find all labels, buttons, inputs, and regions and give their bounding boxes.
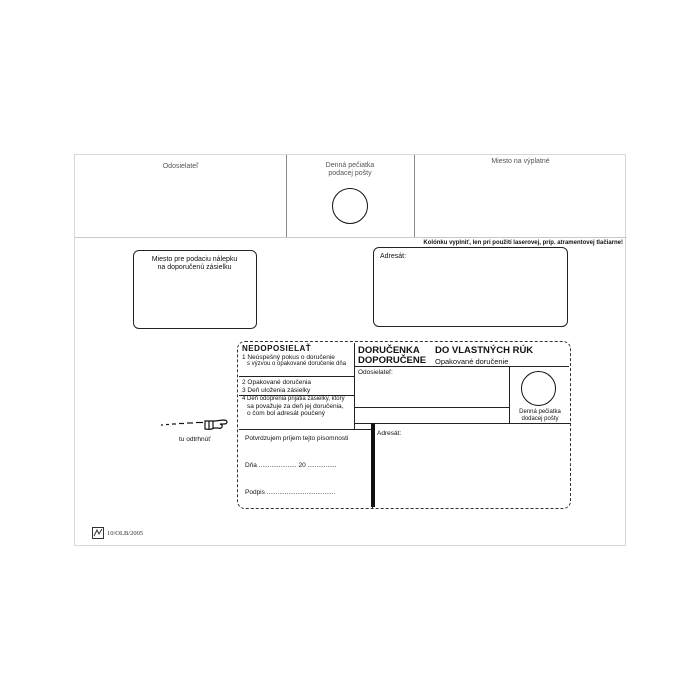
address-label: Adresát: xyxy=(380,253,407,260)
footer-code: 10/OLB/2005 xyxy=(107,530,144,537)
postage-label: Miesto na výplatné xyxy=(491,158,550,165)
envelope-form xyxy=(74,154,626,546)
publisher-logo-icon xyxy=(92,527,104,539)
printer-note: Kolónku vyplniť, len pri použití laserovej, príp. atramentovej tlačiarne! xyxy=(423,240,623,246)
subtitle-opakovane: Opakované doručenie xyxy=(435,357,509,366)
confirmation-panel xyxy=(239,429,373,509)
tear-here-label: tu odtrhnúť xyxy=(179,436,211,443)
nedoposielat-heading: NEDOPOSIELAŤ xyxy=(242,344,312,353)
stamp-label-line2: podacej pošty xyxy=(328,170,372,177)
top-divider xyxy=(75,237,627,238)
signature-field: Podpis ...................................... xyxy=(245,489,336,496)
title-dorucenka: DORUČENKA xyxy=(358,345,420,356)
item-1b: s výzvou o opakované doručenie dňa xyxy=(247,361,347,367)
stamp-circle xyxy=(332,188,368,224)
thick-divider xyxy=(371,423,375,507)
sticker-box xyxy=(133,250,257,329)
pointing-hand-icon xyxy=(159,418,231,432)
return-stamp-label-2: dodacej pošty xyxy=(521,416,559,422)
return-stamp-label-1: Denná pečiatka xyxy=(519,409,561,415)
return-sender-label: Odosielateľ: xyxy=(358,369,393,376)
title-divider xyxy=(355,366,569,367)
item-3: 3 Deň uloženia zásielky xyxy=(242,387,311,394)
sticker-label-line1: Miesto pre podaciu nálepku xyxy=(151,256,238,263)
item-2: 2 Opakované doručenia xyxy=(242,379,312,386)
return-stamp-circle xyxy=(521,371,556,406)
item-1a: 1 Neúspešný pokus o doručenie xyxy=(242,354,335,361)
top-divider-right xyxy=(414,155,415,237)
sender-label: Odosielateľ xyxy=(162,163,199,170)
return-addressee-label: Adresát: xyxy=(377,430,402,437)
sender-divider xyxy=(355,407,509,408)
delivery-attempts-panel xyxy=(239,343,355,429)
item-4a: 4 Deň odoprenia prijatia zásielky, ktorý xyxy=(242,396,345,402)
title-doporucene: DOPORUČENE xyxy=(358,355,427,366)
item-4c: o čom bol adresát poučený xyxy=(247,410,326,417)
item-4b: sa považuje za deň jej doručenia, xyxy=(247,403,344,410)
address-box xyxy=(373,247,568,327)
stamp-label-line1: Denná pečiatka xyxy=(325,162,375,169)
sticker-label-line2: na doporučenú zásielku xyxy=(157,264,232,271)
divider-1 xyxy=(239,376,354,377)
confirm-text: Potvrdzujem príjem tejto písomnosti xyxy=(245,435,349,442)
title-vlastnych-ruk: DO VLASTNÝCH RÚK xyxy=(435,345,534,356)
day-field: Dňa ..................... 20 ................ xyxy=(245,462,337,469)
